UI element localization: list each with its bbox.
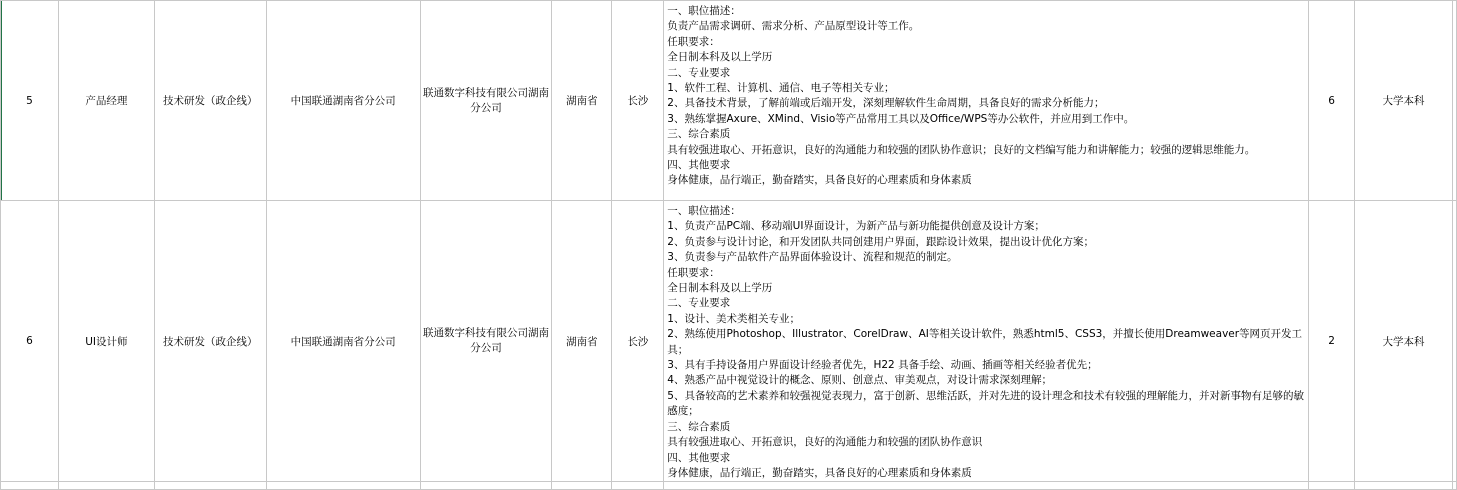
desc-line: 二、专业要求 — [667, 297, 731, 310]
cell-title-text: UI设计师 — [85, 335, 128, 348]
cell-no-text: 5 — [26, 94, 33, 107]
table-row — [1, 201, 1457, 482]
desc-line: 全日制本科及以上学历 — [667, 51, 773, 64]
desc-line: 任职要求： — [667, 35, 720, 48]
desc-line: 3、负责参与产品软件产品界面体验设计、流程和规范的制定。 — [667, 251, 958, 264]
cell-province-text: 湖南省 — [566, 95, 598, 107]
cell-empty[interactable] — [1452, 482, 1456, 490]
cell-empty[interactable] — [612, 482, 664, 490]
cell-count[interactable] — [1309, 1, 1355, 201]
table-row — [1, 482, 1457, 490]
cell-education-text: 大学本科 — [1382, 335, 1425, 348]
cell-title[interactable] — [58, 201, 154, 482]
desc-line: 二、专业要求 — [667, 66, 731, 79]
desc-line: 具有较强进取心、开拓意识，良好的沟通能力和较强的团队协作意识；良好的文档编写能力和讲解能力；较强的逻辑思维能力。 — [667, 143, 1256, 156]
desc-line: 具有较强进取心、开拓意识，良好的沟通能力和较强的团队协作意识 — [667, 436, 983, 449]
desc-line: 2、负责参与设计讨论，和开发团队共同创建用户界面，跟踪设计效果，提出设计优化方案； — [667, 235, 1094, 248]
cell-empty[interactable] — [1, 482, 59, 490]
cell-extra[interactable] — [1452, 201, 1456, 482]
cell-empty[interactable] — [664, 482, 1309, 490]
desc-line: 四、其他要求 — [667, 159, 731, 172]
desc-line: 身体健康，品行端正，勤奋踏实，具备良好的心理素质和身体素质 — [667, 466, 972, 479]
desc-line: 4、熟悉产品中视觉设计的概念、原则、创意点、审美观点，对设计需求深刻理解； — [667, 374, 1052, 387]
cell-no[interactable] — [1, 1, 59, 201]
cell-education[interactable] — [1355, 201, 1453, 482]
cell-company-text: 联通数字科技有限公司湖南分公司 — [422, 327, 549, 355]
desc-line: 2、熟练使用Photoshop、Illustrator、CorelDraw、AI等相关设计软件，熟悉html5、CSS3，并擅长使用Dreamweaver等网页开发工具； — [667, 328, 1303, 356]
cell-province[interactable] — [552, 201, 612, 482]
desc-line: 全日制本科及以上学历 — [667, 282, 773, 295]
cell-org-text: 中国联通湖南省分公司 — [290, 335, 396, 348]
cell-city[interactable] — [612, 201, 664, 482]
cell-company[interactable] — [420, 1, 552, 201]
cell-extra[interactable] — [1452, 1, 1456, 201]
desc-line: 1、设计、美术类相关专业； — [667, 312, 800, 325]
desc-line: 三、综合素质 — [667, 420, 731, 433]
cell-description[interactable] — [664, 1, 1309, 201]
cell-empty[interactable] — [58, 482, 154, 490]
cell-no[interactable] — [1, 201, 59, 482]
cell-city-text: 长沙 — [627, 335, 649, 348]
cell-category[interactable] — [154, 1, 266, 201]
desc-line: 3、具有手持设备用户界面设计经验者优先，H22 具备手绘、动画、插画等相关经验者优先； — [667, 359, 1098, 372]
cell-city-text: 长沙 — [627, 95, 649, 107]
cell-province-text: 湖南省 — [566, 335, 598, 348]
desc-line: 三、综合素质 — [667, 128, 731, 141]
cell-count-text: 2 — [1328, 335, 1335, 348]
cell-company-text: 联通数字科技有限公司湖南分公司 — [422, 86, 549, 114]
desc-line: 负责产品需求调研、需求分析、产品原型设计等工作。 — [667, 20, 920, 33]
desc-line: 身体健康，品行端正，勤奋踏实，具备良好的心理素质和身体素质 — [667, 174, 972, 187]
desc-line: 一、职位描述： — [667, 5, 741, 17]
cell-company[interactable] — [420, 201, 552, 482]
cell-description[interactable] — [664, 201, 1309, 482]
cell-education[interactable] — [1355, 1, 1453, 201]
cell-count-text: 6 — [1328, 94, 1335, 107]
desc-line: 任职要求： — [667, 266, 720, 279]
cell-org[interactable] — [266, 201, 420, 482]
cell-empty[interactable] — [1309, 482, 1355, 490]
cell-empty[interactable] — [154, 482, 266, 490]
cell-category-text: 技术研发（政企线） — [163, 95, 258, 107]
cell-city[interactable] — [612, 1, 664, 201]
cell-education-text: 大学本科 — [1382, 95, 1425, 107]
cell-title-text: 产品经理 — [85, 95, 128, 107]
cell-count[interactable] — [1309, 201, 1355, 482]
cell-org[interactable] — [266, 1, 420, 201]
desc-line: 3、熟练掌握Axure、XMind、Visio等产品常用工具以及Office/WPS等办公软件，并应用到工作中。 — [667, 112, 1135, 125]
desc-line: 2、具备技术背景，了解前端或后端开发，深刻理解软件生命周期，具备良好的需求分析能力； — [667, 97, 1105, 110]
cell-category-text: 技术研发（政企线） — [163, 335, 258, 348]
desc-line: 四、其他要求 — [667, 451, 731, 464]
cell-title[interactable] — [58, 1, 154, 201]
cell-no-text: 6 — [26, 335, 33, 348]
cell-empty[interactable] — [266, 482, 420, 490]
cell-empty[interactable] — [1355, 482, 1453, 490]
desc-line: 一、职位描述： — [667, 205, 741, 217]
cell-org-text: 中国联通湖南省分公司 — [290, 95, 396, 107]
desc-line: 1、软件工程、计算机、通信、电子等相关专业； — [667, 82, 895, 95]
desc-line: 1、负责产品PC端、移动端UI界面设计，为新产品与新功能提供创意及设计方案； — [667, 220, 1045, 233]
desc-line: 5、具备较高的艺术素养和较强视觉表现力，富于创新、思维活跃，并对先进的设计理念和技术有较强的理解能力，并对新事物有足够的敏感度； — [667, 389, 1304, 418]
cell-category[interactable] — [154, 201, 266, 482]
cell-empty[interactable] — [420, 482, 552, 490]
table-row — [1, 1, 1457, 201]
cell-province[interactable] — [552, 1, 612, 201]
cell-empty[interactable] — [552, 482, 612, 490]
